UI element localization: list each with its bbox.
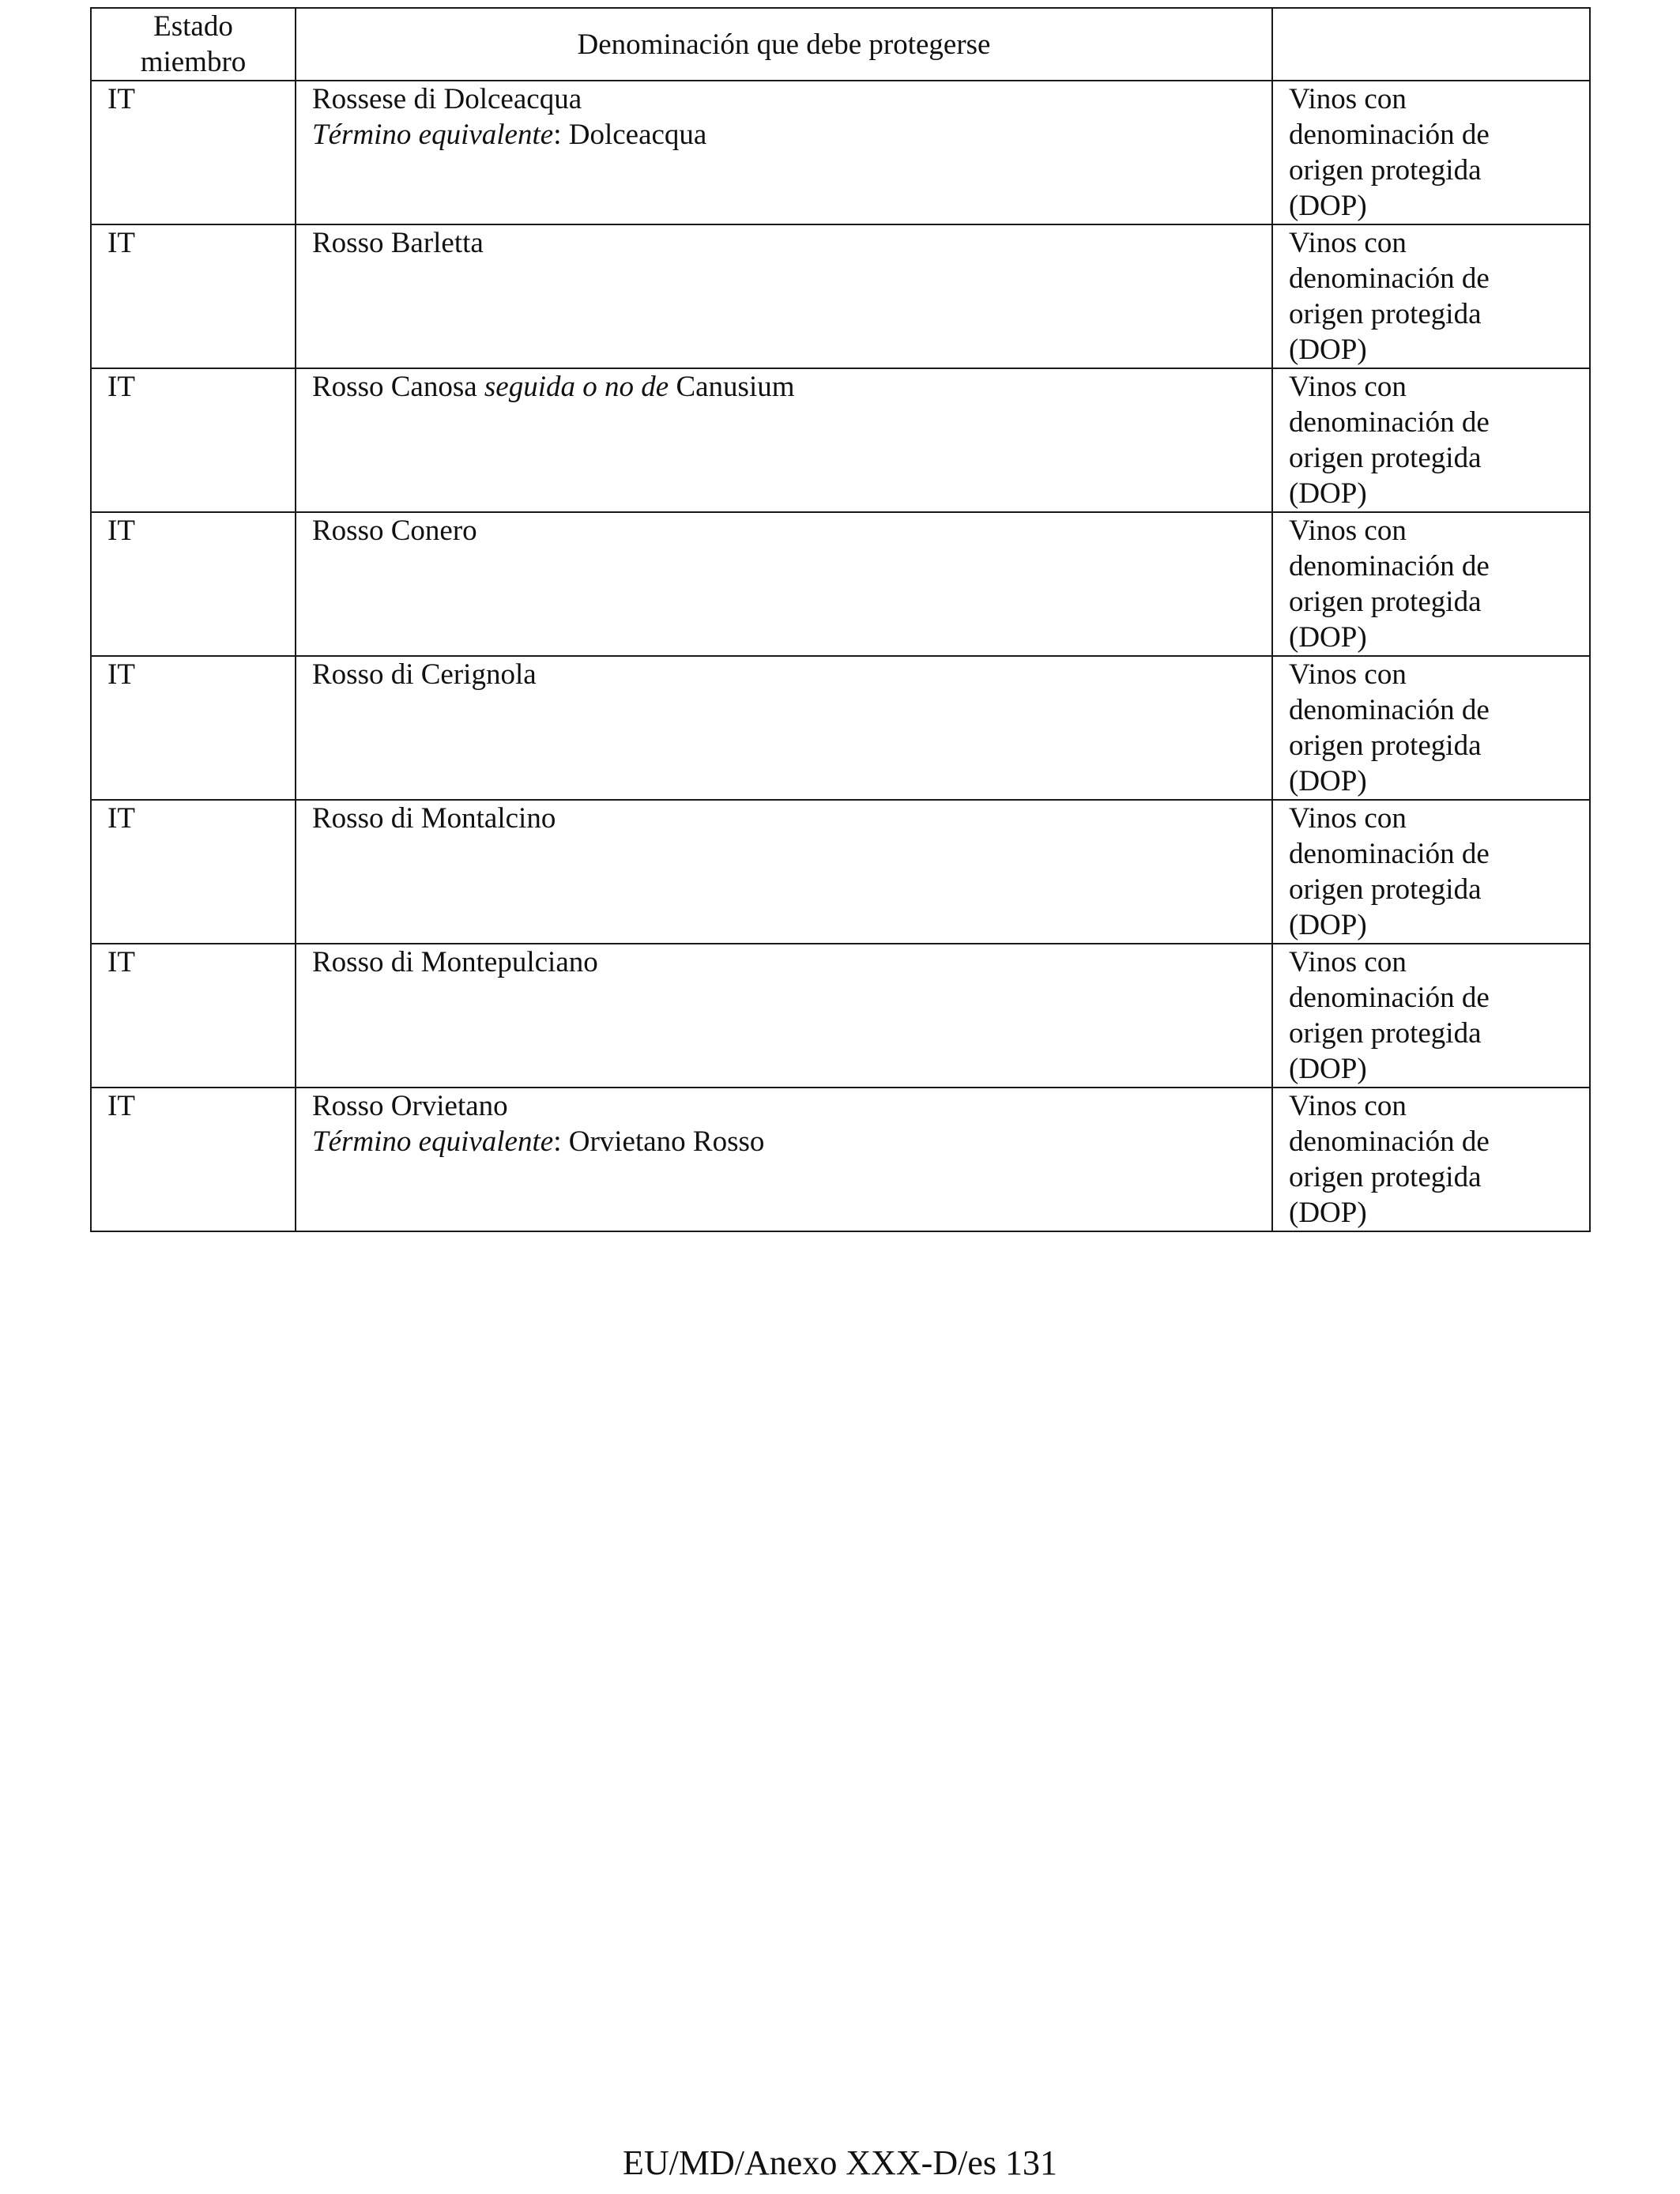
- cell-category: [1272, 81, 1590, 224]
- category-line: origen protegida: [1289, 1017, 1482, 1050]
- category-line: Vinos con: [1289, 227, 1407, 259]
- header-member-state-line2: miembro: [140, 46, 247, 78]
- cell-denomination: [296, 944, 1272, 1088]
- category-line: origen protegida: [1289, 1161, 1482, 1193]
- denomination-name: Rosso di Montepulciano: [312, 946, 598, 978]
- equivalent-term-label: Término equivalente: [312, 119, 554, 151]
- denomination-name: Rossese di Dolceacqua: [312, 83, 582, 115]
- denomination-name-italic: seguida o no de: [484, 371, 669, 403]
- cell-member-state: IT: [91, 1088, 296, 1231]
- table-row: [91, 944, 1590, 1088]
- category-line: (DOP): [1289, 334, 1367, 366]
- category-line: Vinos con: [1289, 658, 1407, 691]
- category-line: Vinos con: [1289, 515, 1407, 547]
- cell-denomination: [296, 512, 1272, 656]
- category-line: Vinos con: [1289, 1090, 1407, 1122]
- header-member-state: [91, 8, 296, 81]
- category-line: (DOP): [1289, 1053, 1367, 1085]
- table-row: [91, 1088, 1590, 1231]
- denomination-name: Rosso Conero: [312, 515, 477, 547]
- cell-category: [1272, 368, 1590, 512]
- cell-category: [1272, 1088, 1590, 1231]
- table-row: [91, 81, 1590, 224]
- denomination-name-part1: Rosso Canosa: [312, 371, 484, 403]
- header-member-state-line1: Estado: [153, 10, 233, 43]
- table-row: [91, 224, 1590, 368]
- equivalent-term: [312, 1124, 1271, 1159]
- denomination-name: Rosso Barletta: [312, 227, 484, 259]
- category-line: origen protegida: [1289, 154, 1482, 187]
- category-line: origen protegida: [1289, 586, 1482, 618]
- cell-category: [1272, 800, 1590, 944]
- table-row: [91, 368, 1590, 512]
- category-line: (DOP): [1289, 1197, 1367, 1229]
- category-line: Vinos con: [1289, 946, 1407, 978]
- cell-member-state: IT: [91, 656, 296, 800]
- table-row: [91, 800, 1590, 944]
- equivalent-term-value: Orvietano Rosso: [568, 1125, 765, 1158]
- protected-denominations-table: [90, 7, 1591, 1232]
- denomination-name: Rosso di Montalcino: [312, 802, 556, 835]
- category-line: denominación de: [1289, 694, 1490, 726]
- table-row: [91, 512, 1590, 656]
- cell-denomination: [296, 81, 1272, 224]
- category-line: (DOP): [1289, 621, 1367, 654]
- header-category: [1272, 8, 1590, 81]
- cell-denomination: [296, 800, 1272, 944]
- table-row: [91, 656, 1590, 800]
- category-line: origen protegida: [1289, 873, 1482, 906]
- cell-denomination: [296, 1088, 1272, 1231]
- equivalent-term-value: Dolceacqua: [568, 119, 707, 151]
- cell-category: [1272, 944, 1590, 1088]
- cell-member-state: IT: [91, 368, 296, 512]
- category-line: Vinos con: [1289, 371, 1407, 403]
- table-header-row: [91, 8, 1590, 81]
- denomination-name: [312, 369, 1271, 405]
- category-line: denominación de: [1289, 550, 1490, 582]
- cell-category: [1272, 512, 1590, 656]
- category-line: denominación de: [1289, 1125, 1490, 1158]
- category-line: denominación de: [1289, 838, 1490, 870]
- category-line: denominación de: [1289, 406, 1490, 439]
- page-footer-reference: EU/MD/Anexo XXX-D/es 131: [623, 2143, 1057, 2182]
- category-line: (DOP): [1289, 765, 1367, 797]
- equivalent-term: [312, 117, 1271, 153]
- cell-denomination: [296, 368, 1272, 512]
- category-line: origen protegida: [1289, 729, 1482, 762]
- cell-member-state: IT: [91, 944, 296, 1088]
- category-line: (DOP): [1289, 909, 1367, 941]
- category-line: origen protegida: [1289, 442, 1482, 474]
- category-line: denominación de: [1289, 982, 1490, 1014]
- category-line: Vinos con: [1289, 83, 1407, 115]
- header-denomination: Denominación que debe protegerse: [296, 8, 1272, 81]
- category-line: denominación de: [1289, 119, 1490, 151]
- cell-member-state: IT: [91, 512, 296, 656]
- denomination-name: Rosso di Cerignola: [312, 658, 537, 691]
- category-line: Vinos con: [1289, 802, 1407, 835]
- cell-member-state: IT: [91, 800, 296, 944]
- cell-member-state: IT: [91, 224, 296, 368]
- cell-denomination: [296, 224, 1272, 368]
- equivalent-term-separator: :: [553, 1125, 569, 1158]
- cell-member-state: IT: [91, 81, 296, 224]
- equivalent-term-separator: :: [553, 119, 569, 151]
- cell-denomination: [296, 656, 1272, 800]
- category-line: (DOP): [1289, 477, 1367, 510]
- denomination-name-part2: Canusium: [669, 371, 795, 403]
- category-line: (DOP): [1289, 190, 1367, 222]
- cell-category: [1272, 224, 1590, 368]
- cell-category: [1272, 656, 1590, 800]
- denomination-name: Rosso Orvietano: [312, 1090, 508, 1122]
- category-line: origen protegida: [1289, 298, 1482, 330]
- equivalent-term-label: Término equivalente: [312, 1125, 554, 1158]
- category-line: denominación de: [1289, 262, 1490, 295]
